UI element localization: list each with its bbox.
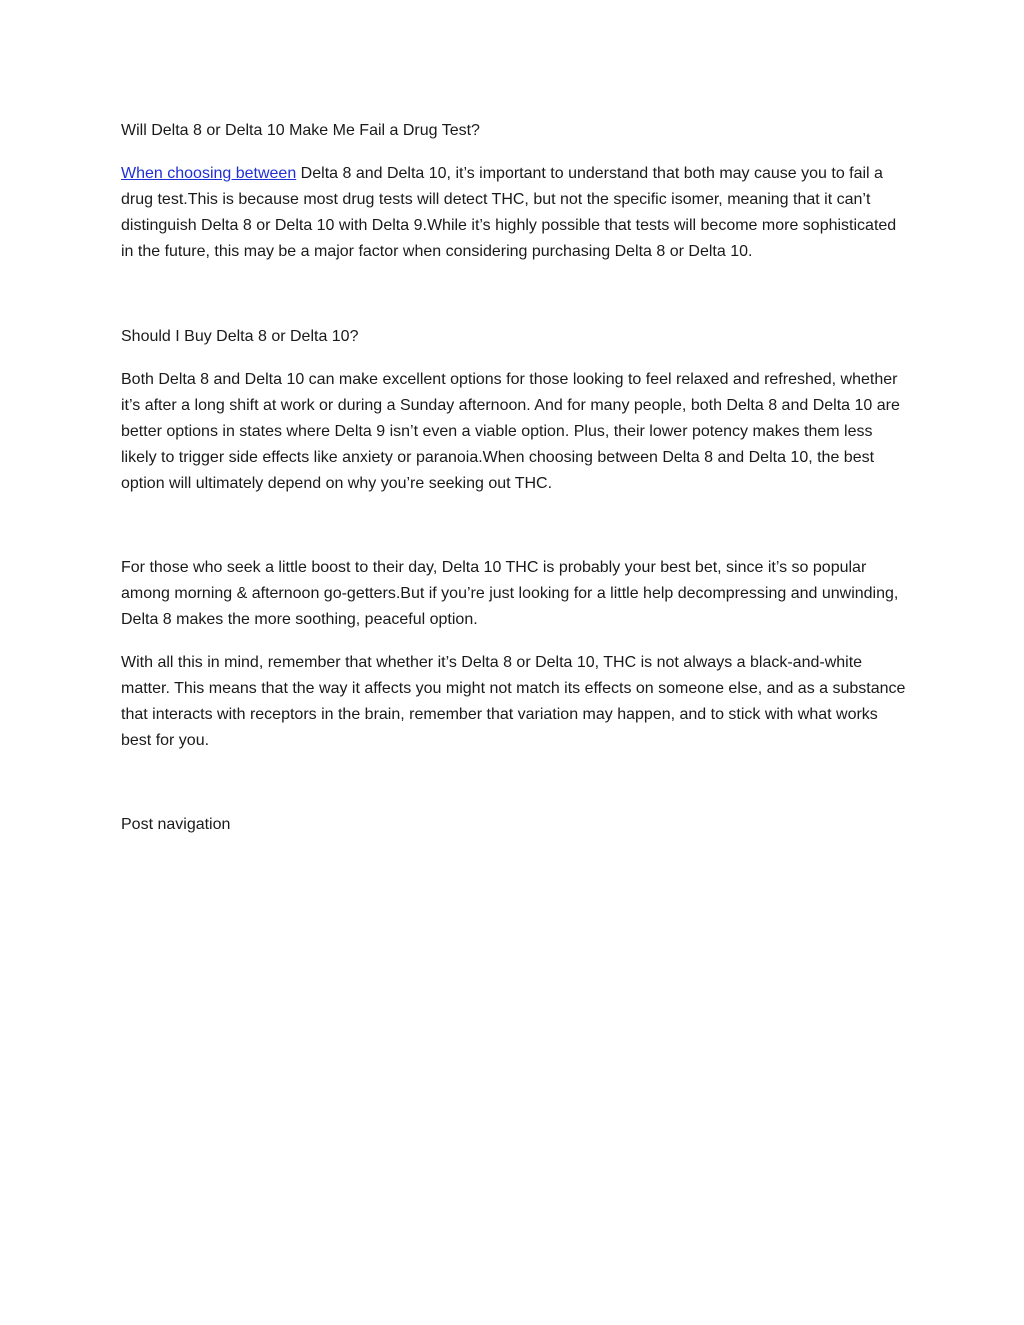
paragraph-should-i-buy: Both Delta 8 and Delta 10 can make excellent options for those looking to feel relaxed and refreshed, whether it’s after a long shift at work or during a Sunday afternoon. And for many people, both Delta 8 and Delta 10 are better options in states where Delta 9 isn’t even a viable option. Plus, their lower potency makes them less likely to trigger side effects like anxiety or paranoia.When choosing between Delta 8 and Delta 10, the best option will ultimately depend on why you’re seeking out THC. xyxy=(121,371,900,492)
heading-should-i-buy: Should I Buy Delta 8 or Delta 10? xyxy=(121,328,359,345)
post-navigation-label: Post navigation xyxy=(121,816,231,833)
paragraph-drug-test-text: Delta 8 and Delta 10, it’s important to understand that both may cause you to fail a drug test.This is because most drug tests will detect THC, but not the specific isomer, meaning that it can’t distinguish Delta 8 or Delta 10 with Delta 9.While it’s highly possible that tests will become more sophisticated in the future, this may be a major factor when considering purchasing Delta 8 or Delta 10. xyxy=(121,165,897,260)
paragraph-boost: For those who seek a little boost to their day, Delta 10 THC is probably your best bet, since it’s so popular among morning & afternoon go-getters.But if you’re just looking for a little help decompressing and unwinding, Delta 8 makes the more soothing, peaceful option. xyxy=(121,559,899,628)
paragraph-drug-test xyxy=(121,161,911,265)
paragraph-all-this-in-mind: With all this in mind, remember that whether it’s Delta 8 or Delta 10, THC is not always a black-and-white matter. This means that the way it affects you might not match its effects on someone else, and as a substance that interacts with receptors in the brain, remember that variation may happen, and to stick with what works best for you. xyxy=(121,654,906,749)
when-choosing-between-link[interactable]: When choosing between xyxy=(121,165,297,182)
heading-drug-test: Will Delta 8 or Delta 10 Make Me Fail a Drug Test? xyxy=(121,122,480,139)
